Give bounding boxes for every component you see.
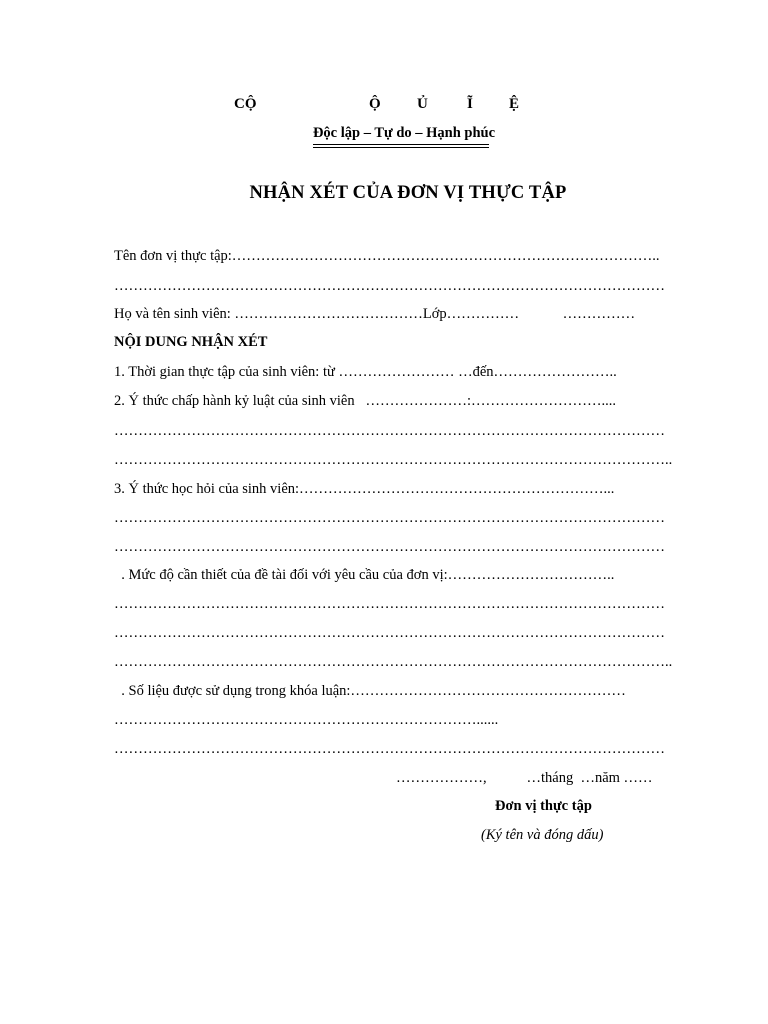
header-fragment: CỘ: [234, 96, 257, 112]
item-data-continuation: …………………………………………………………………......: [114, 712, 499, 728]
item-discipline: 2. Ý thức chấp hành kỷ luật của sinh viên …………………:………………………....: [114, 393, 617, 409]
item-topic-continuation: ……………………………………………………………………………………………………..: [114, 654, 673, 670]
motto-underline: [313, 147, 489, 148]
item-topic-continuation: ……………………………………………………………………………………………………: [114, 625, 665, 641]
signature-note: (Ký tên và đóng dấu): [481, 827, 604, 843]
header-fragment: Ủ: [417, 96, 428, 112]
item-learning-continuation: ……………………………………………………………………………………………………: [114, 510, 665, 526]
header-fragment: Ĩ: [467, 96, 473, 112]
motto: Độc lập – Tự do – Hạnh phúc: [312, 125, 496, 141]
header-fragment: Ệ: [509, 96, 520, 112]
item-learning-attitude: 3. Ý thức học hỏi của sinh viên:………………………………………………………...: [114, 481, 615, 497]
signature-org-label: Đơn vị thực tập: [495, 798, 592, 814]
item-topic-continuation: ……………………………………………………………………………………………………: [114, 596, 665, 612]
header-fragment: Ộ: [369, 96, 381, 112]
section-heading: NỘI DUNG NHẬN XÉT: [114, 334, 268, 350]
date-line: ………………, …tháng …năm ……: [396, 770, 653, 786]
item-data-continuation: ……………………………………………………………………………………………………: [114, 741, 665, 757]
document-title: NHẬN XÉT CỦA ĐƠN VỊ THỰC TẬP: [249, 183, 567, 203]
unit-name-continuation: ……………………………………………………………………………………………………: [114, 278, 665, 294]
motto-underline: [313, 144, 489, 145]
student-name-line: Họ và tên sinh viên: …………………………………Lớp…………… ……………: [114, 306, 636, 322]
item-data-used: . Số liệu được sử dụng trong khóa luận:…………………………………………………: [114, 683, 626, 699]
item-learning-continuation: ……………………………………………………………………………………………………: [114, 539, 665, 555]
item-internship-time: 1. Thời gian thực tập của sinh viên: từ …………………… …đến……………………..: [114, 364, 617, 380]
item-topic-relevance: . Mức độ cần thiết của đề tài đối với yêu cầu của đơn vị:……………………………..: [114, 567, 615, 583]
item-discipline-continuation: ……………………………………………………………………………………………………: [114, 423, 665, 439]
unit-name-line: Tên đơn vị thực tập:……………………………………………………………………………..: [114, 248, 660, 264]
item-discipline-continuation: ……………………………………………………………………………………………………..: [114, 452, 673, 468]
